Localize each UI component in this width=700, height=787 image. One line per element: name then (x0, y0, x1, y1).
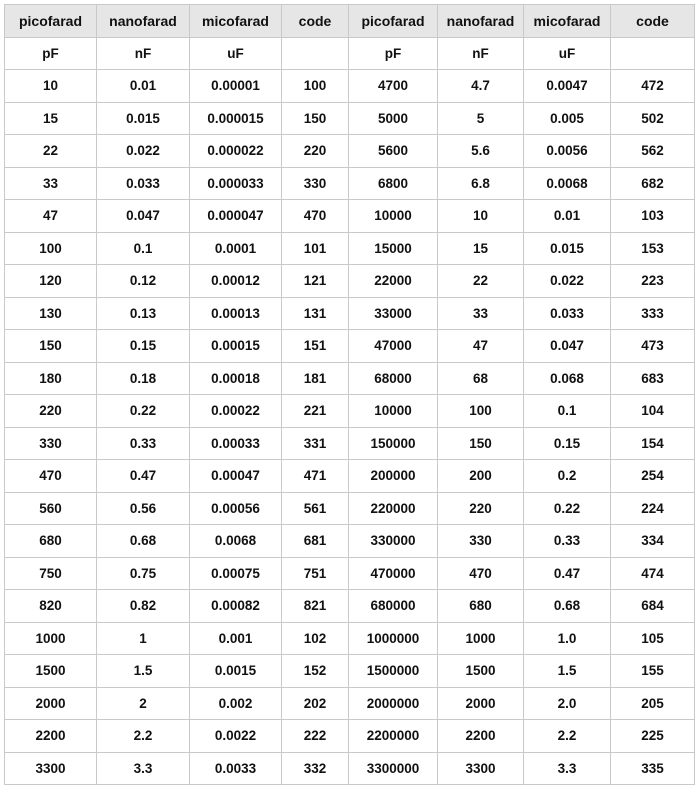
table-cell: 0.002 (190, 687, 282, 720)
table-cell: 1500 (5, 655, 97, 688)
capacitor-conversion-table-container (4, 4, 694, 785)
column-header-code: code (611, 5, 695, 38)
table-cell: 225 (611, 720, 695, 753)
table-cell: 0.000047 (190, 200, 282, 233)
table-cell: 0.033 (524, 297, 611, 330)
table-row (5, 232, 695, 265)
unit-cell: pF (5, 37, 97, 70)
column-header-picofarad: picofarad (5, 5, 97, 38)
table-cell: 0.2 (524, 460, 611, 493)
table-cell: 0.75 (97, 557, 190, 590)
column-header-micofarad: micofarad (524, 5, 611, 38)
table-cell: 100 (5, 232, 97, 265)
table-cell: 254 (611, 460, 695, 493)
table-row (5, 460, 695, 493)
table-cell: 0.00013 (190, 297, 282, 330)
table-cell: 330000 (349, 525, 438, 558)
table-cell: 131 (282, 297, 349, 330)
table-cell: 33000 (349, 297, 438, 330)
table-row (5, 590, 695, 623)
table-cell: 0.00022 (190, 395, 282, 428)
table-cell: 0.68 (524, 590, 611, 623)
table-cell: 22 (5, 135, 97, 168)
table-cell: 0.000022 (190, 135, 282, 168)
table-cell: 0.0001 (190, 232, 282, 265)
table-cell: 335 (611, 752, 695, 785)
table-cell: 33 (438, 297, 524, 330)
table-row (5, 655, 695, 688)
table-header (5, 5, 695, 38)
table-cell: 0.015 (524, 232, 611, 265)
table-cell: 0.22 (524, 492, 611, 525)
table-cell: 0.01 (97, 70, 190, 103)
table-cell: 200 (438, 460, 524, 493)
table-cell: 47 (438, 330, 524, 363)
table-cell: 0.33 (524, 525, 611, 558)
table-cell: 15 (5, 102, 97, 135)
table-row (5, 492, 695, 525)
column-header-picofarad: picofarad (349, 5, 438, 38)
table-cell: 330 (438, 525, 524, 558)
capacitor-conversion-table (4, 4, 695, 785)
table-cell: 33 (5, 167, 97, 200)
table-cell: 15 (438, 232, 524, 265)
table-cell: 0.15 (97, 330, 190, 363)
table-cell: 2.2 (524, 720, 611, 753)
table-cell: 130 (5, 297, 97, 330)
table-cell: 0.15 (524, 427, 611, 460)
table-cell: 820 (5, 590, 97, 623)
table-cell: 2000 (5, 687, 97, 720)
table-cell: 22000 (349, 265, 438, 298)
table-cell: 153 (611, 232, 695, 265)
unit-cell (611, 37, 695, 70)
table-cell: 221 (282, 395, 349, 428)
table-cell: 0.00033 (190, 427, 282, 460)
table-cell: 751 (282, 557, 349, 590)
table-cell: 470 (438, 557, 524, 590)
table-cell: 473 (611, 330, 695, 363)
table-cell: 1.5 (524, 655, 611, 688)
table-cell: 680 (438, 590, 524, 623)
table-cell: 470 (282, 200, 349, 233)
table-cell: 3.3 (97, 752, 190, 785)
table-cell: 0.12 (97, 265, 190, 298)
table-cell: 330 (282, 167, 349, 200)
table-body (5, 37, 695, 785)
table-cell: 2000 (438, 687, 524, 720)
table-cell: 102 (282, 622, 349, 655)
table-row (5, 525, 695, 558)
table-cell: 0.0022 (190, 720, 282, 753)
table-cell: 821 (282, 590, 349, 623)
unit-cell: uF (190, 37, 282, 70)
table-cell: 1.5 (97, 655, 190, 688)
table-row (5, 362, 695, 395)
unit-cell: nF (438, 37, 524, 70)
table-cell: 104 (611, 395, 695, 428)
table-cell: 100 (282, 70, 349, 103)
table-cell: 68000 (349, 362, 438, 395)
table-cell: 562 (611, 135, 695, 168)
table-cell: 0.0033 (190, 752, 282, 785)
table-cell: 6800 (349, 167, 438, 200)
table-cell: 200000 (349, 460, 438, 493)
table-cell: 10000 (349, 395, 438, 428)
table-cell: 150 (282, 102, 349, 135)
unit-cell: uF (524, 37, 611, 70)
table-cell: 1500 (438, 655, 524, 688)
table-cell: 0.00082 (190, 590, 282, 623)
table-cell: 0.000015 (190, 102, 282, 135)
table-cell: 0.000033 (190, 167, 282, 200)
table-cell: 105 (611, 622, 695, 655)
table-cell: 0.00012 (190, 265, 282, 298)
table-cell: 220 (282, 135, 349, 168)
table-cell: 750 (5, 557, 97, 590)
table-row (5, 427, 695, 460)
table-cell: 103 (611, 200, 695, 233)
table-cell: 682 (611, 167, 695, 200)
table-cell: 0.0068 (524, 167, 611, 200)
table-cell: 334 (611, 525, 695, 558)
table-cell: 681 (282, 525, 349, 558)
table-row (5, 330, 695, 363)
table-cell: 68 (438, 362, 524, 395)
table-cell: 0.00075 (190, 557, 282, 590)
table-cell: 471 (282, 460, 349, 493)
table-cell: 3300 (5, 752, 97, 785)
table-cell: 2.2 (97, 720, 190, 753)
table-cell: 0.00018 (190, 362, 282, 395)
table-cell: 560 (5, 492, 97, 525)
table-cell: 220000 (349, 492, 438, 525)
header-row (5, 5, 695, 38)
column-header-nanofarad: nanofarad (438, 5, 524, 38)
table-cell: 0.0056 (524, 135, 611, 168)
table-cell: 0.82 (97, 590, 190, 623)
table-cell: 10000 (349, 200, 438, 233)
table-cell: 1000000 (349, 622, 438, 655)
table-cell: 4.7 (438, 70, 524, 103)
table-cell: 0.1 (524, 395, 611, 428)
table-cell: 3300 (438, 752, 524, 785)
table-cell: 474 (611, 557, 695, 590)
table-cell: 0.33 (97, 427, 190, 460)
unit-cell: nF (97, 37, 190, 70)
table-row (5, 135, 695, 168)
table-cell: 3300000 (349, 752, 438, 785)
table-cell: 333 (611, 297, 695, 330)
table-cell: 0.047 (524, 330, 611, 363)
column-header-micofarad: micofarad (190, 5, 282, 38)
table-cell: 1000 (438, 622, 524, 655)
table-cell: 0.015 (97, 102, 190, 135)
table-cell: 120 (5, 265, 97, 298)
table-cell: 220 (438, 492, 524, 525)
table-cell: 0.1 (97, 232, 190, 265)
table-cell: 220 (5, 395, 97, 428)
table-row (5, 622, 695, 655)
table-row (5, 200, 695, 233)
table-cell: 202 (282, 687, 349, 720)
table-cell: 4700 (349, 70, 438, 103)
table-cell: 223 (611, 265, 695, 298)
table-cell: 181 (282, 362, 349, 395)
table-cell: 2200 (438, 720, 524, 753)
column-header-code: code (282, 5, 349, 38)
table-cell: 15000 (349, 232, 438, 265)
table-cell: 47000 (349, 330, 438, 363)
table-cell: 2 (97, 687, 190, 720)
unit-cell (282, 37, 349, 70)
table-row (5, 167, 695, 200)
table-cell: 101 (282, 232, 349, 265)
table-cell: 150 (5, 330, 97, 363)
table-cell: 205 (611, 687, 695, 720)
table-cell: 2200000 (349, 720, 438, 753)
table-cell: 6.8 (438, 167, 524, 200)
table-cell: 502 (611, 102, 695, 135)
table-cell: 180 (5, 362, 97, 395)
table-cell: 680000 (349, 590, 438, 623)
table-cell: 0.047 (97, 200, 190, 233)
table-cell: 0.01 (524, 200, 611, 233)
table-cell: 0.0068 (190, 525, 282, 558)
table-cell: 10 (5, 70, 97, 103)
table-cell: 2.0 (524, 687, 611, 720)
table-cell: 0.68 (97, 525, 190, 558)
table-cell: 0.47 (524, 557, 611, 590)
table-row (5, 557, 695, 590)
table-cell: 0.13 (97, 297, 190, 330)
table-row (5, 720, 695, 753)
table-cell: 0.005 (524, 102, 611, 135)
table-cell: 224 (611, 492, 695, 525)
table-cell: 2000000 (349, 687, 438, 720)
table-cell: 0.47 (97, 460, 190, 493)
unit-row (5, 37, 695, 70)
table-cell: 22 (438, 265, 524, 298)
table-cell: 0.001 (190, 622, 282, 655)
table-cell: 5 (438, 102, 524, 135)
table-cell: 10 (438, 200, 524, 233)
table-cell: 0.56 (97, 492, 190, 525)
table-row (5, 687, 695, 720)
table-cell: 150000 (349, 427, 438, 460)
table-cell: 0.00015 (190, 330, 282, 363)
table-cell: 154 (611, 427, 695, 460)
column-header-nanofarad: nanofarad (97, 5, 190, 38)
table-cell: 1500000 (349, 655, 438, 688)
table-row (5, 102, 695, 135)
table-cell: 0.22 (97, 395, 190, 428)
table-cell: 1.0 (524, 622, 611, 655)
table-cell: 121 (282, 265, 349, 298)
table-row (5, 395, 695, 428)
unit-cell: pF (349, 37, 438, 70)
table-cell: 330 (5, 427, 97, 460)
table-cell: 680 (5, 525, 97, 558)
table-cell: 5.6 (438, 135, 524, 168)
table-cell: 0.068 (524, 362, 611, 395)
table-cell: 683 (611, 362, 695, 395)
table-cell: 151 (282, 330, 349, 363)
table-cell: 472 (611, 70, 695, 103)
table-cell: 0.022 (97, 135, 190, 168)
table-cell: 2200 (5, 720, 97, 753)
table-cell: 0.033 (97, 167, 190, 200)
table-cell: 0.0015 (190, 655, 282, 688)
table-cell: 470000 (349, 557, 438, 590)
table-cell: 152 (282, 655, 349, 688)
table-cell: 3.3 (524, 752, 611, 785)
table-cell: 0.0047 (524, 70, 611, 103)
table-cell: 150 (438, 427, 524, 460)
table-cell: 0.022 (524, 265, 611, 298)
table-cell: 684 (611, 590, 695, 623)
table-cell: 1 (97, 622, 190, 655)
table-cell: 222 (282, 720, 349, 753)
table-cell: 1000 (5, 622, 97, 655)
table-cell: 0.18 (97, 362, 190, 395)
table-cell: 100 (438, 395, 524, 428)
table-cell: 0.00047 (190, 460, 282, 493)
table-row (5, 297, 695, 330)
table-row (5, 752, 695, 785)
table-row (5, 70, 695, 103)
table-cell: 155 (611, 655, 695, 688)
table-cell: 47 (5, 200, 97, 233)
table-cell: 5600 (349, 135, 438, 168)
table-cell: 332 (282, 752, 349, 785)
table-cell: 331 (282, 427, 349, 460)
table-cell: 0.00056 (190, 492, 282, 525)
table-cell: 470 (5, 460, 97, 493)
table-cell: 561 (282, 492, 349, 525)
table-cell: 5000 (349, 102, 438, 135)
table-cell: 0.00001 (190, 70, 282, 103)
table-row (5, 265, 695, 298)
